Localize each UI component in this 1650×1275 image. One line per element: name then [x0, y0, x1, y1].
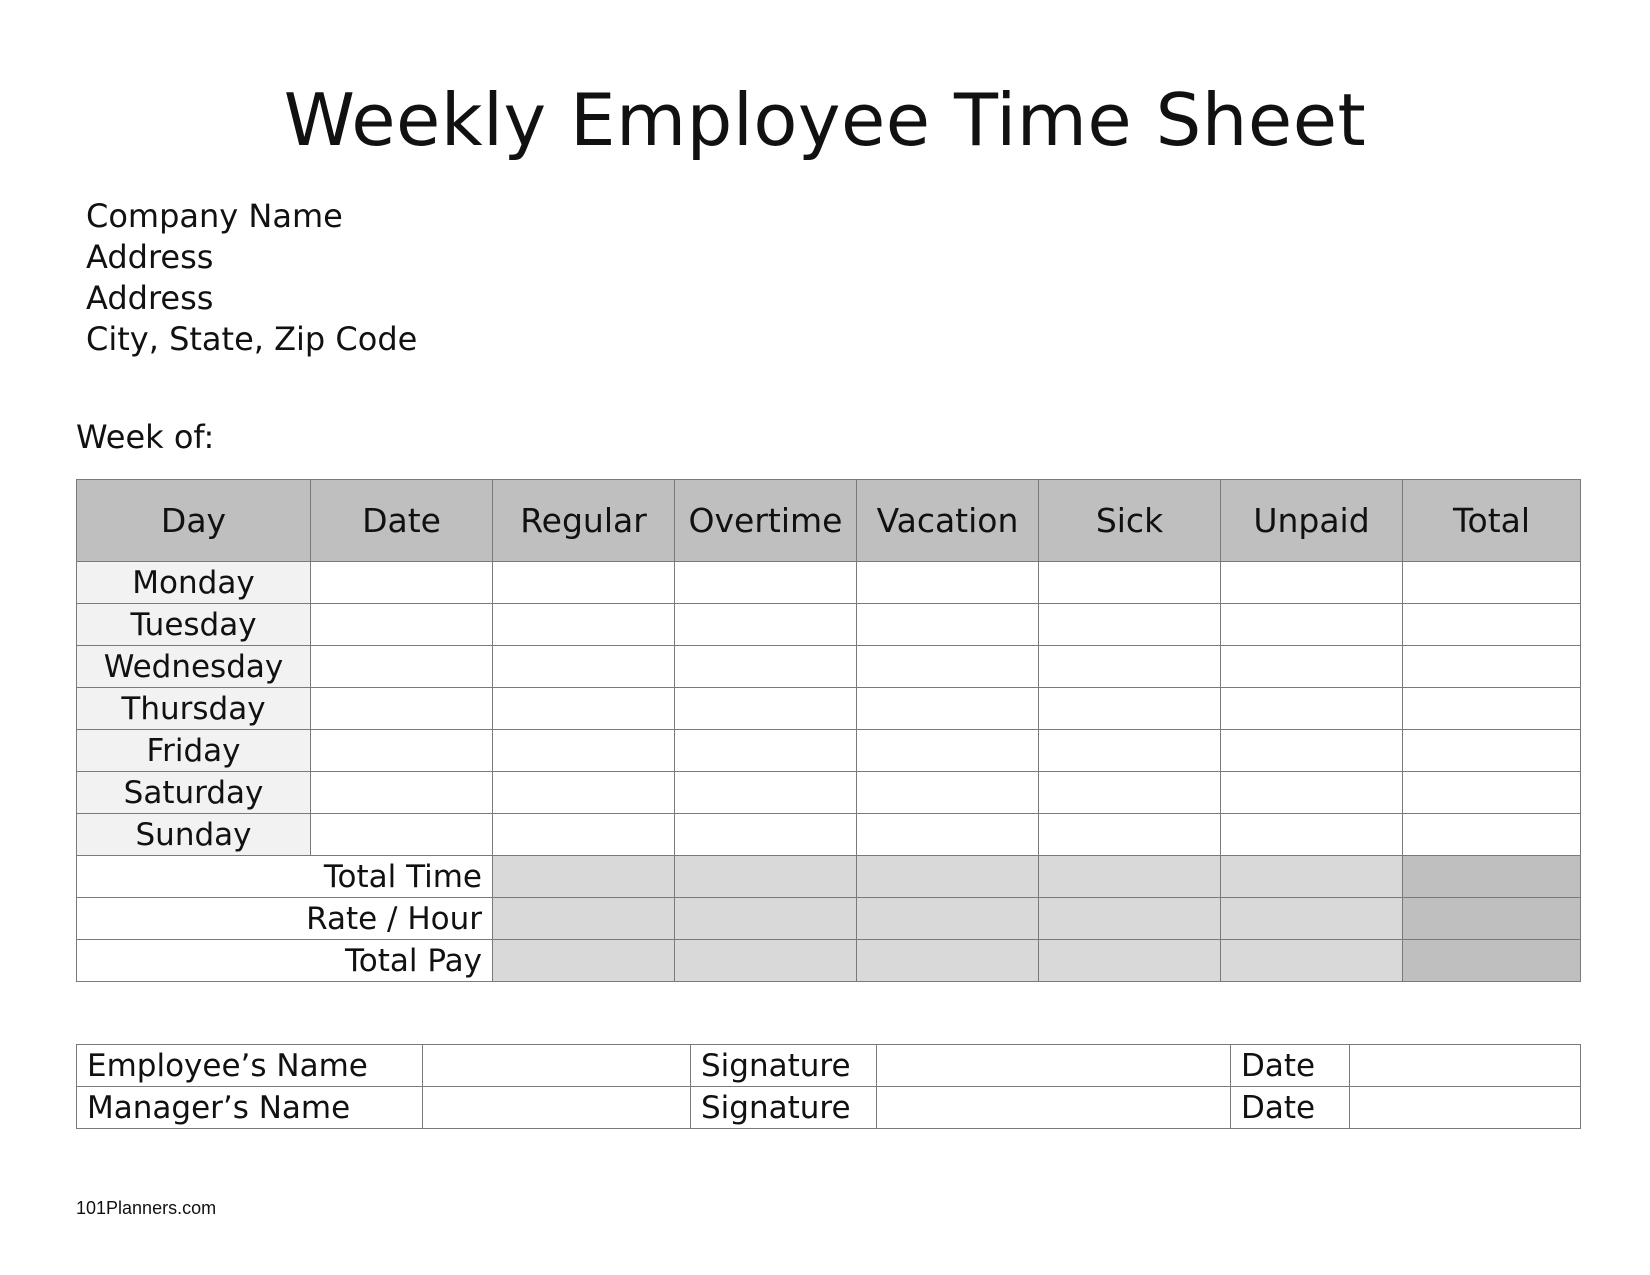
date-cell[interactable]	[311, 688, 493, 730]
company-address-2: Address	[86, 279, 214, 317]
overtime-cell[interactable]	[675, 604, 857, 646]
day-label: Friday	[77, 730, 311, 772]
regular-cell[interactable]	[493, 604, 675, 646]
employee-signature-field[interactable]	[877, 1045, 1231, 1087]
date-cell[interactable]	[311, 730, 493, 772]
vacation-cell[interactable]	[857, 940, 1039, 982]
unpaid-cell[interactable]	[1221, 898, 1403, 940]
summary-row-total-pay	[77, 940, 1581, 982]
date-cell[interactable]	[311, 562, 493, 604]
overtime-cell[interactable]	[675, 730, 857, 772]
regular-cell[interactable]	[493, 646, 675, 688]
day-label: Monday	[77, 562, 311, 604]
unpaid-cell[interactable]	[1221, 814, 1403, 856]
signature-label: Signature	[691, 1045, 877, 1087]
regular-cell[interactable]	[493, 772, 675, 814]
company-info	[86, 196, 417, 360]
sick-cell[interactable]	[1039, 772, 1221, 814]
sick-cell[interactable]	[1039, 604, 1221, 646]
employee-name-label: Employee’s Name	[77, 1045, 423, 1087]
date-cell[interactable]	[311, 604, 493, 646]
date-cell[interactable]	[311, 646, 493, 688]
sick-cell[interactable]	[1039, 562, 1221, 604]
employee-name-field[interactable]	[423, 1045, 691, 1087]
date-cell[interactable]	[311, 772, 493, 814]
manager-signature-row	[77, 1087, 1581, 1129]
total-cell[interactable]	[1403, 940, 1581, 982]
header-date: Date	[311, 480, 493, 562]
sick-cell[interactable]	[1039, 814, 1221, 856]
date-cell[interactable]	[311, 814, 493, 856]
company-address-1: Address	[86, 238, 214, 276]
day-row	[77, 646, 1581, 688]
vacation-cell[interactable]	[857, 562, 1039, 604]
day-label: Tuesday	[77, 604, 311, 646]
total-cell[interactable]	[1403, 814, 1581, 856]
company-name: Company Name	[86, 197, 343, 235]
regular-cell[interactable]	[493, 856, 675, 898]
overtime-cell[interactable]	[675, 814, 857, 856]
vacation-cell[interactable]	[857, 688, 1039, 730]
total-cell[interactable]	[1403, 688, 1581, 730]
unpaid-cell[interactable]	[1221, 772, 1403, 814]
summary-row-total-time	[77, 856, 1581, 898]
overtime-cell[interactable]	[675, 688, 857, 730]
header-overtime: Overtime	[675, 480, 857, 562]
total-cell[interactable]	[1403, 730, 1581, 772]
day-label: Thursday	[77, 688, 311, 730]
day-label: Wednesday	[77, 646, 311, 688]
total-cell[interactable]	[1403, 604, 1581, 646]
overtime-cell[interactable]	[675, 856, 857, 898]
total-cell[interactable]	[1403, 646, 1581, 688]
day-row	[77, 688, 1581, 730]
total-cell[interactable]	[1403, 898, 1581, 940]
sick-cell[interactable]	[1039, 940, 1221, 982]
summary-label: Total Pay	[77, 940, 493, 982]
unpaid-cell[interactable]	[1221, 604, 1403, 646]
day-row	[77, 814, 1581, 856]
total-cell[interactable]	[1403, 772, 1581, 814]
header-sick: Sick	[1039, 480, 1221, 562]
day-row	[77, 604, 1581, 646]
vacation-cell[interactable]	[857, 604, 1039, 646]
day-row	[77, 730, 1581, 772]
week-of-label: Week of:	[76, 418, 215, 456]
manager-signature-field[interactable]	[877, 1087, 1231, 1129]
date-label: Date	[1231, 1087, 1350, 1129]
summary-label: Total Time	[77, 856, 493, 898]
sick-cell[interactable]	[1039, 646, 1221, 688]
footer-credit: 101Planners.com	[76, 1198, 217, 1218]
regular-cell[interactable]	[493, 730, 675, 772]
unpaid-cell[interactable]	[1221, 730, 1403, 772]
summary-label: Rate / Hour	[77, 898, 493, 940]
unpaid-cell[interactable]	[1221, 562, 1403, 604]
signature-label: Signature	[691, 1087, 877, 1129]
date-label: Date	[1231, 1045, 1350, 1087]
header-regular: Regular	[493, 480, 675, 562]
vacation-cell[interactable]	[857, 814, 1039, 856]
sick-cell[interactable]	[1039, 730, 1221, 772]
unpaid-cell[interactable]	[1221, 688, 1403, 730]
vacation-cell[interactable]	[857, 856, 1039, 898]
sick-cell[interactable]	[1039, 856, 1221, 898]
vacation-cell[interactable]	[857, 730, 1039, 772]
header-unpaid: Unpaid	[1221, 480, 1403, 562]
total-cell[interactable]	[1403, 856, 1581, 898]
header-vacation: Vacation	[857, 480, 1039, 562]
overtime-cell[interactable]	[675, 772, 857, 814]
vacation-cell[interactable]	[857, 898, 1039, 940]
manager-date-field[interactable]	[1350, 1087, 1581, 1129]
page-title: Weekly Employee Time Sheet	[283, 78, 1367, 162]
summary-row-rate-hour	[77, 898, 1581, 940]
timesheet-table	[76, 479, 1581, 982]
day-label: Saturday	[77, 772, 311, 814]
vacation-cell[interactable]	[857, 646, 1039, 688]
unpaid-cell[interactable]	[1221, 940, 1403, 982]
signature-table	[76, 1044, 1581, 1129]
regular-cell[interactable]	[493, 898, 675, 940]
regular-cell[interactable]	[493, 814, 675, 856]
manager-name-field[interactable]	[423, 1087, 691, 1129]
day-row	[77, 562, 1581, 604]
day-row	[77, 772, 1581, 814]
employee-date-field[interactable]	[1350, 1045, 1581, 1087]
day-label: Sunday	[77, 814, 311, 856]
total-cell[interactable]	[1403, 562, 1581, 604]
manager-name-label: Manager’s Name	[77, 1087, 423, 1129]
sick-cell[interactable]	[1039, 898, 1221, 940]
overtime-cell[interactable]	[675, 646, 857, 688]
overtime-cell[interactable]	[675, 562, 857, 604]
overtime-cell[interactable]	[675, 898, 857, 940]
header-total: Total	[1403, 480, 1581, 562]
regular-cell[interactable]	[493, 688, 675, 730]
overtime-cell[interactable]	[675, 940, 857, 982]
employee-signature-row	[77, 1045, 1581, 1087]
vacation-cell[interactable]	[857, 772, 1039, 814]
unpaid-cell[interactable]	[1221, 646, 1403, 688]
timesheet-header-row	[77, 480, 1581, 562]
header-day: Day	[77, 480, 311, 562]
sick-cell[interactable]	[1039, 688, 1221, 730]
regular-cell[interactable]	[493, 940, 675, 982]
company-city-state-zip: City, State, Zip Code	[86, 320, 418, 358]
unpaid-cell[interactable]	[1221, 856, 1403, 898]
regular-cell[interactable]	[493, 562, 675, 604]
